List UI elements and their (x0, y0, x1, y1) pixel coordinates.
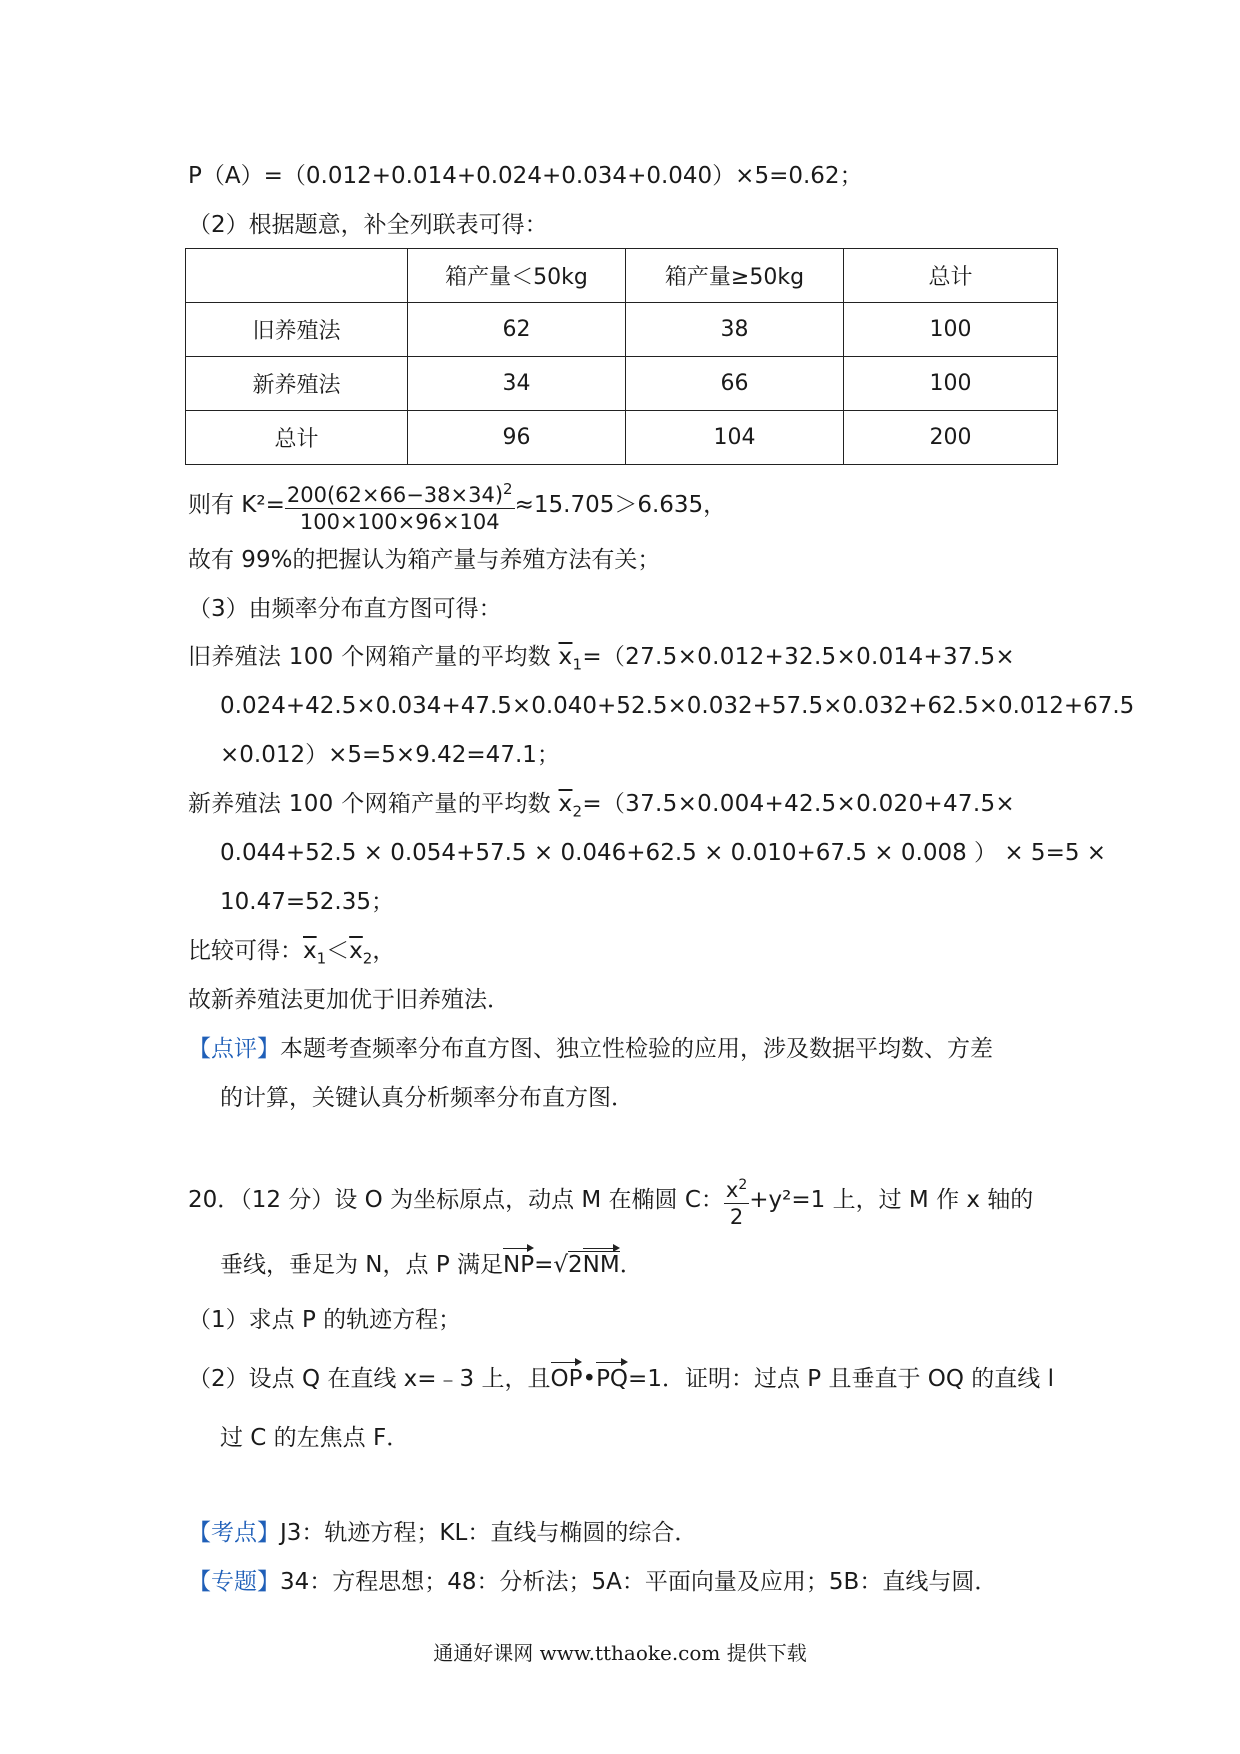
k2-prefix: 则有 K²= (188, 492, 285, 518)
mean-old-line2: 0.024+42.5×0.034+47.5×0.040+52.5×0.032+57.5×0.032+62.5×0.012+67.5 (220, 693, 1135, 719)
table-cell: 新养殖法 (186, 357, 408, 411)
vector-pq: PQ (596, 1363, 628, 1395)
k2-suffix: ≈15.705＞6.635， (514, 492, 727, 518)
k2-fraction (285, 476, 515, 535)
table-cell: 200 (844, 411, 1058, 465)
table-row (186, 303, 1058, 357)
zhuanti-line: 【专题】34：方程思想；48：分析法；5A：平面向量及应用；5B：直线与圆． (188, 1569, 998, 1595)
mean-symbol: $\overline{x}$ (558, 791, 573, 817)
sqrt-symbol: √ (553, 1252, 569, 1278)
compare-line: 比较可得：$\overline{x}_1<\overline{x}_2$， (188, 938, 396, 968)
k2-denominator: 100×100×96×104 (299, 510, 500, 534)
table-header-cell: 箱产量≥50kg (626, 249, 844, 303)
final-conclusion: 故新养殖法更加优于旧养殖法． (188, 987, 510, 1013)
table-cell: 100 (844, 303, 1058, 357)
table-cell: 104 (626, 411, 844, 465)
table-cell: 38 (626, 303, 844, 357)
comment-line2: 的计算，关键认真分析频率分布直方图． (220, 1085, 634, 1111)
kaodian-tag: 【考点】 (188, 1520, 280, 1546)
conclusion-99: 故有 99%的把握认为箱产量与养殖方法有关； (188, 547, 661, 573)
table-cell: 100 (844, 357, 1058, 411)
vector-nm: NM (583, 1249, 620, 1281)
q20-sub2-line2: 过 C 的左焦点 F． (220, 1425, 410, 1451)
zhuanti-tag: 【专题】 (188, 1569, 280, 1595)
page-footer: 通通好课网 www.tthaoke.com 提供下载 (433, 1641, 807, 1665)
q20-line2: 垂线，垂足为 N，点 P 满足NP=√2NM． (220, 1249, 643, 1281)
prob-a-line: P（A）=（0.012+0.014+0.024+0.034+0.040）×5=0.62； (188, 163, 863, 189)
mean-new-line1: 新养殖法 100 个网箱产量的平均数 $\overline{x}_2=(37.5\times 0.004+42.5\times 0.020+47.5\times$ (188, 791, 1015, 821)
table-header-row (186, 249, 1058, 303)
kaodian-line: 【考点】J3：轨迹方程；KL：直线与椭圆的综合． (188, 1520, 698, 1546)
table-cell: 34 (408, 357, 626, 411)
vector-np: NP (503, 1249, 534, 1281)
contingency-table (185, 248, 1058, 465)
table-cell: 总计 (186, 411, 408, 465)
mean-symbol: $\overline{x}$ (558, 644, 573, 670)
table-row (186, 357, 1058, 411)
table-cell: 96 (408, 411, 626, 465)
table-header-cell: 总计 (844, 249, 1058, 303)
k2-exponent: 2 (503, 480, 513, 498)
table-cell: 旧养殖法 (186, 303, 408, 357)
q20-sub2-line1: （2）设点 Q 在直线 x=﹣3 上，且OP•PQ=1．证明：过点 P 且垂直于 OQ 的直线 l (188, 1363, 1054, 1395)
part3-intro: （3）由频率分布直方图可得： (188, 596, 502, 622)
table-cell: 62 (408, 303, 626, 357)
ellipse-fraction: $\frac{x^2}{2}$ (724, 1172, 749, 1230)
k2-numerator: $200(62\times 66-38\times 34)^2$ (285, 476, 515, 509)
q20-sub1: （1）求点 P 的轨迹方程； (188, 1307, 462, 1333)
part2-intro: （2）根据题意，补全列联表可得： (188, 212, 548, 238)
table-header-cell (186, 249, 408, 303)
mean-old-line3: ×0.012）×5=5×9.42=47.1； (220, 742, 560, 768)
mean-new-line2: 0.044+52.5 × 0.054+57.5 × 0.046+62.5 × 0.010+67.5 × 0.008 ） × 5=5 × (220, 840, 1107, 866)
k2-formula (188, 476, 726, 535)
mean-new-line3: 10.47=52.35； (220, 889, 394, 915)
table-cell: 66 (626, 357, 844, 411)
vector-op: OP (551, 1363, 583, 1395)
q20-line1: 20．（12 分）设 O 为坐标原点，动点 M 在椭圆 C： $\frac{x^2}{2}$ +y²=1 上，过 M 作 x 轴的 (188, 1170, 1033, 1230)
mean-old-line1: 旧养殖法 100 个网箱产量的平均数 $\overline{x}_1=(27.5\times 0.012+32.5\times 0.014+37.5\times$ (188, 644, 1015, 674)
table-header-cell: 箱产量＜50kg (408, 249, 626, 303)
table-row (186, 411, 1058, 465)
comment-tag: 【点评】 (188, 1036, 280, 1062)
comment-line1: 【点评】本题考查频率分布直方图、独立性检验的应用，涉及数据平均数、方差 (188, 1036, 993, 1062)
